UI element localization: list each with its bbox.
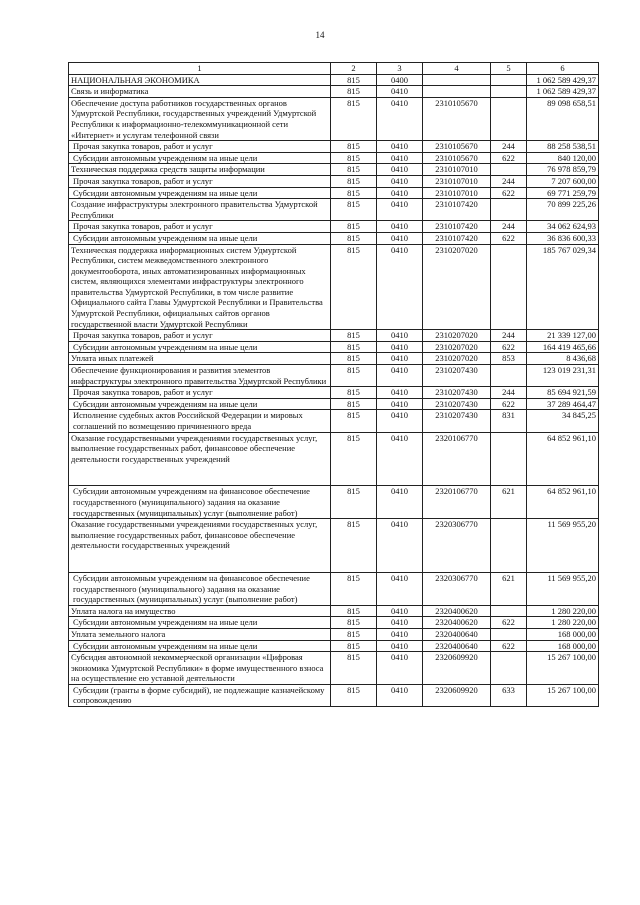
row-target-cell: 2320106770 [423, 486, 491, 519]
page-number: 14 [315, 30, 325, 40]
row-section-cell: 0410 [377, 684, 423, 706]
row-amount-cell: 34 845,25 [527, 410, 599, 432]
table-row [69, 519, 599, 573]
table-row [69, 244, 599, 330]
row-target-cell: 2320609920 [423, 652, 491, 685]
row-target-cell: 2320306770 [423, 519, 491, 573]
row-code-cell: 815 [331, 652, 377, 685]
row-section-cell: 0410 [377, 572, 423, 605]
row-amount-cell: 89 098 658,51 [527, 97, 599, 140]
row-name-cell: НАЦИОНАЛЬНАЯ ЭКОНОМИКА [69, 74, 331, 86]
row-name-cell: Прочая закупка товаров, работ и услуг [69, 141, 331, 153]
table-row [69, 628, 599, 640]
row-type-cell [491, 432, 527, 486]
table-row [69, 617, 599, 629]
row-target-cell: 2310207430 [423, 365, 491, 387]
row-code-cell: 815 [331, 244, 377, 330]
row-type-cell [491, 74, 527, 86]
row-target-cell: 2310207020 [423, 244, 491, 330]
row-name-cell: Прочая закупка товаров, работ и услуг [69, 175, 331, 187]
row-type-cell [491, 652, 527, 685]
row-code-cell: 815 [331, 221, 377, 233]
table-row [69, 330, 599, 342]
row-name-cell: Прочая закупка товаров, работ и услуг [69, 330, 331, 342]
row-type-cell: 622 [491, 152, 527, 164]
row-name-cell: Создание инфраструктуры электронного правительства Удмуртской Республики [69, 199, 331, 221]
row-code-cell: 815 [331, 152, 377, 164]
row-name-cell: Субсидии автономным учреждениям на иные цели [69, 341, 331, 353]
row-section-cell: 0410 [377, 486, 423, 519]
row-target-cell: 2310207430 [423, 410, 491, 432]
row-amount-cell: 70 899 225,26 [527, 199, 599, 221]
row-amount-cell: 1 062 589 429,37 [527, 86, 599, 98]
row-code-cell: 815 [331, 410, 377, 432]
row-amount-cell: 15 267 100,00 [527, 684, 599, 706]
row-name-cell: Субсидии автономным учреждениям на иные цели [69, 232, 331, 244]
row-code-cell: 815 [331, 175, 377, 187]
row-code-cell: 815 [331, 617, 377, 629]
row-target-cell: 2320609920 [423, 684, 491, 706]
row-section-cell: 0410 [377, 175, 423, 187]
table-row [69, 398, 599, 410]
row-amount-cell: 123 019 231,31 [527, 365, 599, 387]
row-name-cell: Субсидии автономным учреждениям на иные цели [69, 640, 331, 652]
row-name-cell: Субсидии автономным учреждениям на иные цели [69, 398, 331, 410]
row-amount-cell: 7 207 600,00 [527, 175, 599, 187]
row-target-cell: 2310107420 [423, 199, 491, 221]
row-amount-cell: 1 062 589 429,37 [527, 74, 599, 86]
row-code-cell: 815 [331, 187, 377, 199]
row-type-cell [491, 519, 527, 573]
table-row [69, 187, 599, 199]
row-target-cell: 2310107010 [423, 175, 491, 187]
row-target-cell: 2320400620 [423, 605, 491, 617]
row-section-cell: 0410 [377, 628, 423, 640]
table-row [69, 141, 599, 153]
row-amount-cell: 37 289 464,47 [527, 398, 599, 410]
row-code-cell: 815 [331, 199, 377, 221]
row-name-cell: Субсидии автономным учреждениям на иные цели [69, 187, 331, 199]
row-amount-cell: 840 120,00 [527, 152, 599, 164]
row-name-cell: Субсидии автономным учреждениям на иные цели [69, 152, 331, 164]
row-section-cell: 0410 [377, 640, 423, 652]
row-target-cell: 2310107420 [423, 221, 491, 233]
row-code-cell: 815 [331, 353, 377, 365]
row-section-cell: 0410 [377, 330, 423, 342]
table-row [69, 410, 599, 432]
row-code-cell: 815 [331, 519, 377, 573]
row-name-cell: Уплата земельного налога [69, 628, 331, 640]
table-row [69, 684, 599, 706]
row-amount-cell: 15 267 100,00 [527, 652, 599, 685]
row-type-cell [491, 164, 527, 176]
table-row [69, 175, 599, 187]
row-amount-cell: 64 852 961,10 [527, 486, 599, 519]
row-amount-cell: 69 771 259,79 [527, 187, 599, 199]
table-row [69, 432, 599, 486]
row-section-cell: 0410 [377, 387, 423, 399]
row-code-cell: 815 [331, 341, 377, 353]
row-amount-cell: 1 280 220,00 [527, 605, 599, 617]
row-code-cell: 815 [331, 628, 377, 640]
row-section-cell: 0410 [377, 199, 423, 221]
row-type-cell: 622 [491, 640, 527, 652]
row-name-cell: Субсидии автономным учреждениям на финансовое обеспечение государственного (муниципального) задания на оказание государственных (муниципальных) услуг (выполнение работ) [69, 486, 331, 519]
row-section-cell: 0410 [377, 617, 423, 629]
row-section-cell: 0410 [377, 652, 423, 685]
row-code-cell: 815 [331, 486, 377, 519]
row-type-cell: 244 [491, 387, 527, 399]
row-code-cell: 815 [331, 86, 377, 98]
row-type-cell [491, 199, 527, 221]
row-section-cell: 0410 [377, 410, 423, 432]
row-target-cell: 2320400640 [423, 640, 491, 652]
row-type-cell [491, 628, 527, 640]
row-name-cell: Субсидии автономным учреждениям на финансовое обеспечение государственного (муниципального) задания на оказание государственных (муниципальных) услуг (выполнение работ) [69, 572, 331, 605]
row-target-cell: 2320400620 [423, 617, 491, 629]
row-name-cell: Техническая поддержка средств защиты информации [69, 164, 331, 176]
column-header-2: 2 [331, 63, 377, 75]
row-section-cell: 0410 [377, 353, 423, 365]
row-target-cell: 2310107420 [423, 232, 491, 244]
row-amount-cell: 21 339 127,00 [527, 330, 599, 342]
row-code-cell: 815 [331, 640, 377, 652]
row-code-cell: 815 [331, 398, 377, 410]
column-header-5: 5 [491, 63, 527, 75]
row-name-cell: Уплата налога на имущество [69, 605, 331, 617]
row-target-cell: 2310207020 [423, 341, 491, 353]
row-code-cell: 815 [331, 74, 377, 86]
row-type-cell: 622 [491, 232, 527, 244]
column-header-4: 4 [423, 63, 491, 75]
table-header-row [69, 63, 599, 75]
row-amount-cell: 168 000,00 [527, 640, 599, 652]
row-name-cell: Субсидии автономным учреждениям на иные цели [69, 617, 331, 629]
row-amount-cell: 11 569 955,20 [527, 572, 599, 605]
table-row [69, 199, 599, 221]
row-target-cell: 2320400640 [423, 628, 491, 640]
row-amount-cell: 76 978 859,79 [527, 164, 599, 176]
row-target-cell: 2320306770 [423, 572, 491, 605]
row-target-cell: 2320106770 [423, 432, 491, 486]
row-section-cell: 0410 [377, 398, 423, 410]
row-type-cell: 633 [491, 684, 527, 706]
row-target-cell [423, 74, 491, 86]
row-type-cell: 622 [491, 187, 527, 199]
column-header-1: 1 [69, 63, 331, 75]
row-section-cell: 0410 [377, 221, 423, 233]
row-target-cell: 2310207430 [423, 387, 491, 399]
row-code-cell: 815 [331, 684, 377, 706]
row-type-cell: 621 [491, 486, 527, 519]
table-row [69, 486, 599, 519]
table-row [69, 387, 599, 399]
row-name-cell: Исполнение судебных актов Российской Федерации и мировых соглашений по возмещению причиненного вреда [69, 410, 331, 432]
row-target-cell: 2310107010 [423, 164, 491, 176]
row-section-cell: 0410 [377, 86, 423, 98]
table-row [69, 640, 599, 652]
row-amount-cell: 1 280 220,00 [527, 617, 599, 629]
row-target-cell: 2310105670 [423, 97, 491, 140]
table-row [69, 353, 599, 365]
table-row [69, 86, 599, 98]
row-section-cell: 0410 [377, 141, 423, 153]
row-target-cell: 2310105670 [423, 152, 491, 164]
row-code-cell: 815 [331, 330, 377, 342]
row-amount-cell: 8 436,68 [527, 353, 599, 365]
row-name-cell: Оказание государственными учреждениями государственных услуг, выполнение государственных работ, финансовое обеспечение деятельности государственных учреждений [69, 432, 331, 486]
row-amount-cell: 168 000,00 [527, 628, 599, 640]
row-name-cell: Связь и информатика [69, 86, 331, 98]
row-name-cell: Прочая закупка товаров, работ и услуг [69, 387, 331, 399]
row-section-cell: 0410 [377, 97, 423, 140]
row-type-cell: 244 [491, 175, 527, 187]
row-section-cell: 0410 [377, 152, 423, 164]
row-section-cell: 0410 [377, 232, 423, 244]
table-row [69, 605, 599, 617]
table-row [69, 365, 599, 387]
row-target-cell: 2310207020 [423, 330, 491, 342]
row-type-cell: 622 [491, 341, 527, 353]
row-name-cell: Прочая закупка товаров, работ и услуг [69, 221, 331, 233]
row-code-cell: 815 [331, 97, 377, 140]
row-type-cell: 622 [491, 398, 527, 410]
row-name-cell: Обеспечение функционирования и развития элементов инфраструктуры электронного правительства Удмуртской Республики [69, 365, 331, 387]
row-type-cell [491, 605, 527, 617]
row-name-cell: Техническая поддержка информационных систем Удмуртской Республики, систем межведомственного электронного документооборота, иных автоматизированных информационных систем, являющихся элементами инфраструктуры электронного правительства Удмуртской Республики, в том числе развитие Официального сайта Главы Удмуртской Республики и Правительства Удмуртской Республики, официальных сайтов органов государственной власти Удмуртской Республики [69, 244, 331, 330]
row-code-cell: 815 [331, 232, 377, 244]
row-amount-cell: 11 569 955,20 [527, 519, 599, 573]
row-target-cell: 2310207020 [423, 353, 491, 365]
table-row [69, 652, 599, 685]
row-target-cell: 2310105670 [423, 141, 491, 153]
row-section-cell: 0410 [377, 164, 423, 176]
row-section-cell: 0410 [377, 365, 423, 387]
row-section-cell: 0410 [377, 432, 423, 486]
row-name-cell: Оказание государственными учреждениями государственных услуг, выполнение государственных работ, финансовое обеспечение деятельности государственных учреждений [69, 519, 331, 573]
row-name-cell: Уплата иных платежей [69, 353, 331, 365]
row-code-cell: 815 [331, 387, 377, 399]
row-amount-cell: 85 694 921,59 [527, 387, 599, 399]
row-section-cell: 0400 [377, 74, 423, 86]
row-amount-cell: 64 852 961,10 [527, 432, 599, 486]
row-code-cell: 815 [331, 605, 377, 617]
row-section-cell: 0410 [377, 605, 423, 617]
row-name-cell: Обеспечение доступа работников государственных органов Удмуртской Республики, государственных учреждений Удмуртской Республики к информационно-телекоммуникационной сети «Интернет» и услугам телефонной связи [69, 97, 331, 140]
row-section-cell: 0410 [377, 244, 423, 330]
table-row [69, 341, 599, 353]
row-type-cell [491, 86, 527, 98]
row-target-cell: 2310207430 [423, 398, 491, 410]
row-type-cell: 244 [491, 330, 527, 342]
row-type-cell: 621 [491, 572, 527, 605]
table-row [69, 152, 599, 164]
row-code-cell: 815 [331, 432, 377, 486]
row-type-cell [491, 365, 527, 387]
row-amount-cell: 34 062 624,93 [527, 221, 599, 233]
row-amount-cell: 185 767 029,34 [527, 244, 599, 330]
row-code-cell: 815 [331, 572, 377, 605]
column-header-3: 3 [377, 63, 423, 75]
column-header-6: 6 [527, 63, 599, 75]
row-type-cell: 831 [491, 410, 527, 432]
table-row [69, 232, 599, 244]
row-type-cell [491, 244, 527, 330]
table-row [69, 164, 599, 176]
row-type-cell [491, 97, 527, 140]
table-row [69, 74, 599, 86]
row-type-cell: 853 [491, 353, 527, 365]
row-code-cell: 815 [331, 141, 377, 153]
row-section-cell: 0410 [377, 187, 423, 199]
row-type-cell: 244 [491, 141, 527, 153]
row-amount-cell: 88 258 538,51 [527, 141, 599, 153]
row-amount-cell: 164 419 465,66 [527, 341, 599, 353]
row-code-cell: 815 [331, 164, 377, 176]
table-row [69, 97, 599, 140]
row-type-cell: 622 [491, 617, 527, 629]
row-target-cell: 2310107010 [423, 187, 491, 199]
table-body [69, 74, 599, 706]
table-row [69, 221, 599, 233]
row-type-cell: 244 [491, 221, 527, 233]
row-target-cell [423, 86, 491, 98]
row-code-cell: 815 [331, 365, 377, 387]
row-section-cell: 0410 [377, 519, 423, 573]
row-name-cell: Субсидии (гранты в форме субсидий), не подлежащие казначейскому сопровождению [69, 684, 331, 706]
row-amount-cell: 36 836 600,33 [527, 232, 599, 244]
budget-table [68, 62, 599, 707]
row-name-cell: Субсидия автономной некоммерческой организации «Цифровая экономика Удмуртской Республики» в форме имущественного взноса на осуществление ею уставной деятельности [69, 652, 331, 685]
row-section-cell: 0410 [377, 341, 423, 353]
table-row [69, 572, 599, 605]
